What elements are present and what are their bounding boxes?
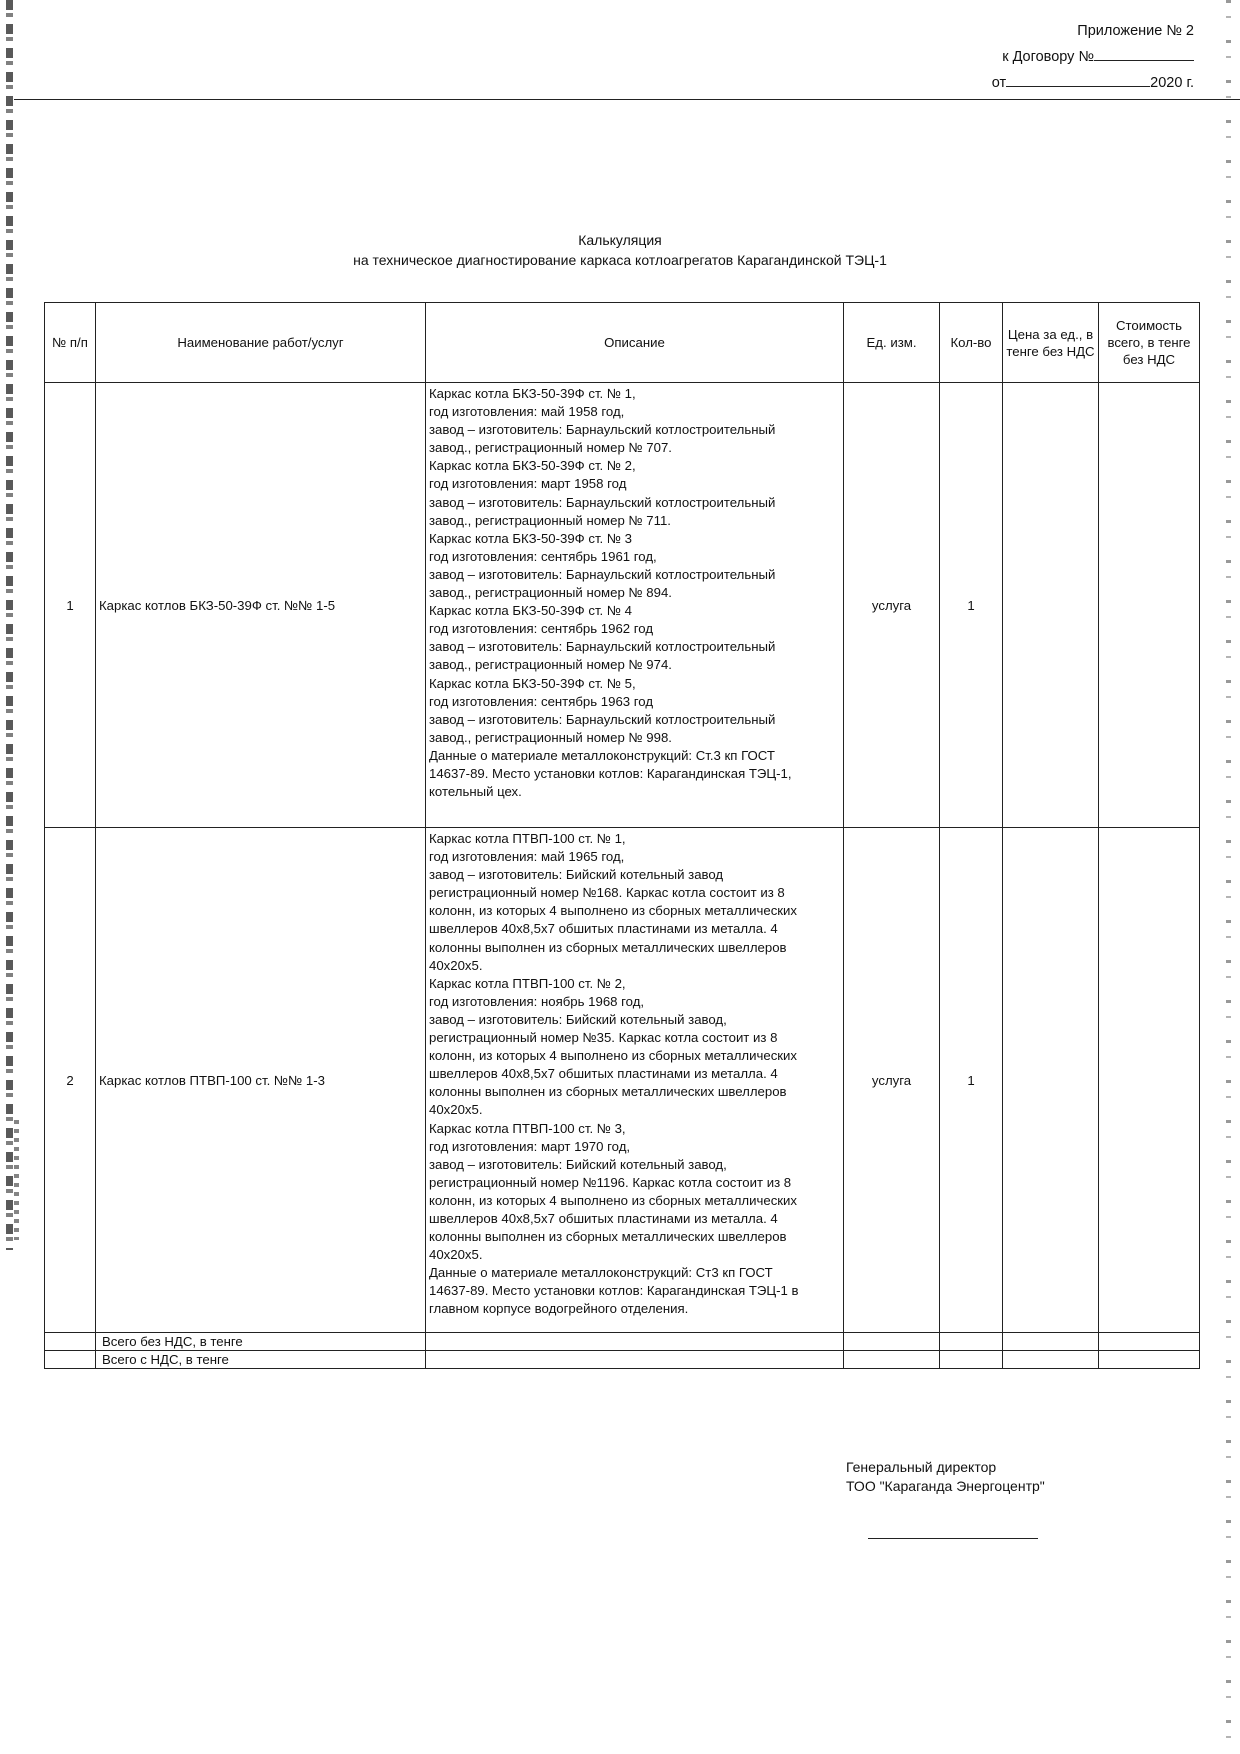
total-without-vat-row [45, 1333, 1200, 1351]
total-with-vat-value [1099, 1351, 1200, 1369]
row-num: 2 [45, 828, 96, 1333]
description-line: Каркас котла ПТВП-100 ст. № 2, [429, 975, 626, 991]
header-rule [14, 99, 1240, 100]
row-cost [1099, 383, 1200, 828]
description-line: 40х20х5. [429, 1102, 483, 1118]
description-line: завод., регистрационный номер № 894. [429, 585, 672, 601]
description-line: завод – изготовитель: Бийский котельный завод, [429, 1156, 727, 1172]
description-lines [429, 830, 840, 1319]
description-line: Каркас котла БКЗ-50-39Ф ст. № 4 [429, 603, 633, 619]
row-price [1003, 828, 1099, 1333]
description-line: 40х20х5. [429, 1247, 483, 1263]
description-lines [429, 385, 840, 801]
total-with-vat-row [45, 1351, 1200, 1369]
description-line: завод., регистрационный номер № 711. [429, 512, 671, 528]
description-line: год изготовления: ноябрь 1968 год, [429, 993, 645, 1009]
description-line: завод – изготовитель: Бийский котельный завод, [429, 1011, 727, 1027]
appendix-label: Приложение № 2 [1077, 23, 1194, 39]
header-price: Цена за ед., в тенге без НДС [1003, 303, 1099, 383]
header-cost: Стоимость всего, в тенге без НДС [1099, 303, 1200, 383]
row-description [426, 828, 844, 1333]
signature-block [846, 1458, 1045, 1496]
title-line-2: на техническое диагностирование каркаса котлоагрегатов Карагандинской ТЭЦ-1 [353, 252, 887, 268]
row-qty: 1 [940, 383, 1003, 828]
contract-number-blank [1094, 46, 1194, 61]
description-line: Каркас котла БКЗ-50-39Ф ст. № 1, [429, 386, 636, 401]
contract-date-line: от 2020 г. [992, 70, 1194, 96]
description-line: регистрационный номер №168. Каркас котла состоит из 8 [429, 885, 785, 901]
description-line: Каркас котла БКЗ-50-39Ф ст. № 2, [429, 458, 636, 474]
description-line: год изготовления: сентябрь 1963 год [429, 693, 654, 709]
total-without-vat-label: Всего без НДС, в тенге [96, 1333, 426, 1351]
description-line: Данные о материале металлоконструкций: Ст3 кп ГОСТ [429, 1265, 773, 1281]
description-line: год изготовления: март 1970 год, [429, 1138, 631, 1154]
description-line: колонн, из которых 4 выполнено из сборных металлических [429, 1048, 798, 1064]
description-line: завод – изготовитель: Барнаульский котлостроительный [429, 494, 776, 510]
description-line: завод – изготовитель: Барнаульский котлостроительный [429, 422, 776, 438]
header-num: № п/п [45, 303, 96, 383]
description-line: регистрационный номер №1196. Каркас котла состоит из 8 [429, 1174, 792, 1190]
description-line: год изготовления: май 1958 год, [429, 404, 625, 420]
description-line: завод., регистрационный номер № 707. [429, 440, 672, 456]
description-line: Данные о материале металлоконструкций: Ст.3 кп ГОСТ [429, 747, 775, 763]
description-line: Каркас котла ПТВП-100 ст. № 3, [429, 1120, 626, 1136]
description-line: колонны выполнен из сборных металлических швеллеров [429, 939, 787, 955]
title-line-1: Калькуляция [578, 232, 662, 248]
description-line: колонн, из которых 4 выполнено из сборных металлических [429, 903, 798, 919]
description-line: год изготовления: сентябрь 1962 год [429, 621, 654, 637]
description-line: главном корпусе водогрейного отделения. [429, 1301, 689, 1317]
table-header-row [45, 303, 1200, 383]
description-line: завод., регистрационный номер № 974. [429, 657, 672, 673]
description-line: регистрационный номер №35. Каркас котла состоит из 8 [429, 1030, 778, 1046]
header-qty: Кол-во [940, 303, 1003, 383]
description-line: швеллеров 40х8,5х7 обшитых пластинами из металла. 4 [429, 1066, 778, 1082]
description-line: Каркас котла БКЗ-50-39Ф ст. № 5, [429, 675, 636, 691]
description-line: 14637-89. Место установки котлов: Карагандинская ТЭЦ-1, [429, 765, 792, 781]
signature-line [846, 1538, 1038, 1539]
contract-number-line: к Договору № [992, 44, 1194, 70]
row-qty: 1 [940, 828, 1003, 1333]
total-empty-num [45, 1351, 96, 1369]
document-title [0, 230, 1240, 270]
description-line: год изготовления: сентябрь 1961 год, [429, 548, 657, 564]
total-empty-num [45, 1333, 96, 1351]
description-line: завод., регистрационный номер № 998. [429, 729, 672, 745]
description-line: Каркас котла БКЗ-50-39Ф ст. № 3 [429, 530, 633, 546]
row-price [1003, 383, 1099, 828]
total-with-vat-label: Всего с НДС, в тенге [96, 1351, 426, 1369]
table-row [45, 383, 1200, 828]
description-line: швеллеров 40х8,5х7 обшитых пластинами из металла. 4 [429, 1210, 778, 1226]
row-num: 1 [45, 383, 96, 828]
row-description [426, 383, 844, 828]
scan-artifact-left-secondary [14, 1120, 19, 1240]
description-line: колонны выполнен из сборных металлических швеллеров [429, 1229, 787, 1245]
description-line: год изготовления: март 1958 год [429, 476, 627, 492]
appendix-block [992, 18, 1194, 96]
header-name: Наименование работ/услуг [96, 303, 426, 383]
description-line: 14637-89. Место установки котлов: Карагандинская ТЭЦ-1 в [429, 1283, 799, 1299]
description-line: завод – изготовитель: Барнаульский котлостроительный [429, 711, 776, 727]
signature-line-gap [846, 1538, 868, 1539]
description-line: котельный цех. [429, 784, 522, 800]
description-line: 40х20х5. [429, 957, 483, 973]
description-line: завод – изготовитель: Барнаульский котлостроительный [429, 639, 776, 655]
signatory-company: ТОО "Караганда Энергоцентр" [846, 1478, 1045, 1494]
header-unit: Ед. изм. [844, 303, 940, 383]
total-without-vat-value [1099, 1333, 1200, 1351]
contract-date-blank [1006, 72, 1150, 87]
header-desc: Описание [426, 303, 844, 383]
description-line: год изготовления: май 1965 год, [429, 849, 625, 865]
row-cost [1099, 828, 1200, 1333]
description-line: колонны выполнен из сборных металлических швеллеров [429, 1084, 787, 1100]
row-unit: услуга [844, 828, 940, 1333]
description-line: колонн, из которых 4 выполнено из сборных металлических [429, 1192, 798, 1208]
description-line: швеллеров 40х8,5х7 обшитых пластинами из металла. 4 [429, 921, 778, 937]
row-unit: услуга [844, 383, 940, 828]
description-line: завод – изготовитель: Барнаульский котлостроительный [429, 566, 776, 582]
signatory-position: Генеральный директор [846, 1459, 997, 1475]
table-row [45, 828, 1200, 1333]
calculation-table [44, 302, 1200, 1369]
scan-artifact-left [6, 0, 13, 1250]
description-line: завод – изготовитель: Бийский котельный завод [429, 867, 724, 883]
row-service-name: Каркас котлов БКЗ-50-39Ф ст. №№ 1-5 [96, 383, 426, 828]
row-service-name: Каркас котлов ПТВП-100 ст. №№ 1-3 [96, 828, 426, 1333]
description-line: Каркас котла ПТВП-100 ст. № 1, [429, 831, 626, 846]
